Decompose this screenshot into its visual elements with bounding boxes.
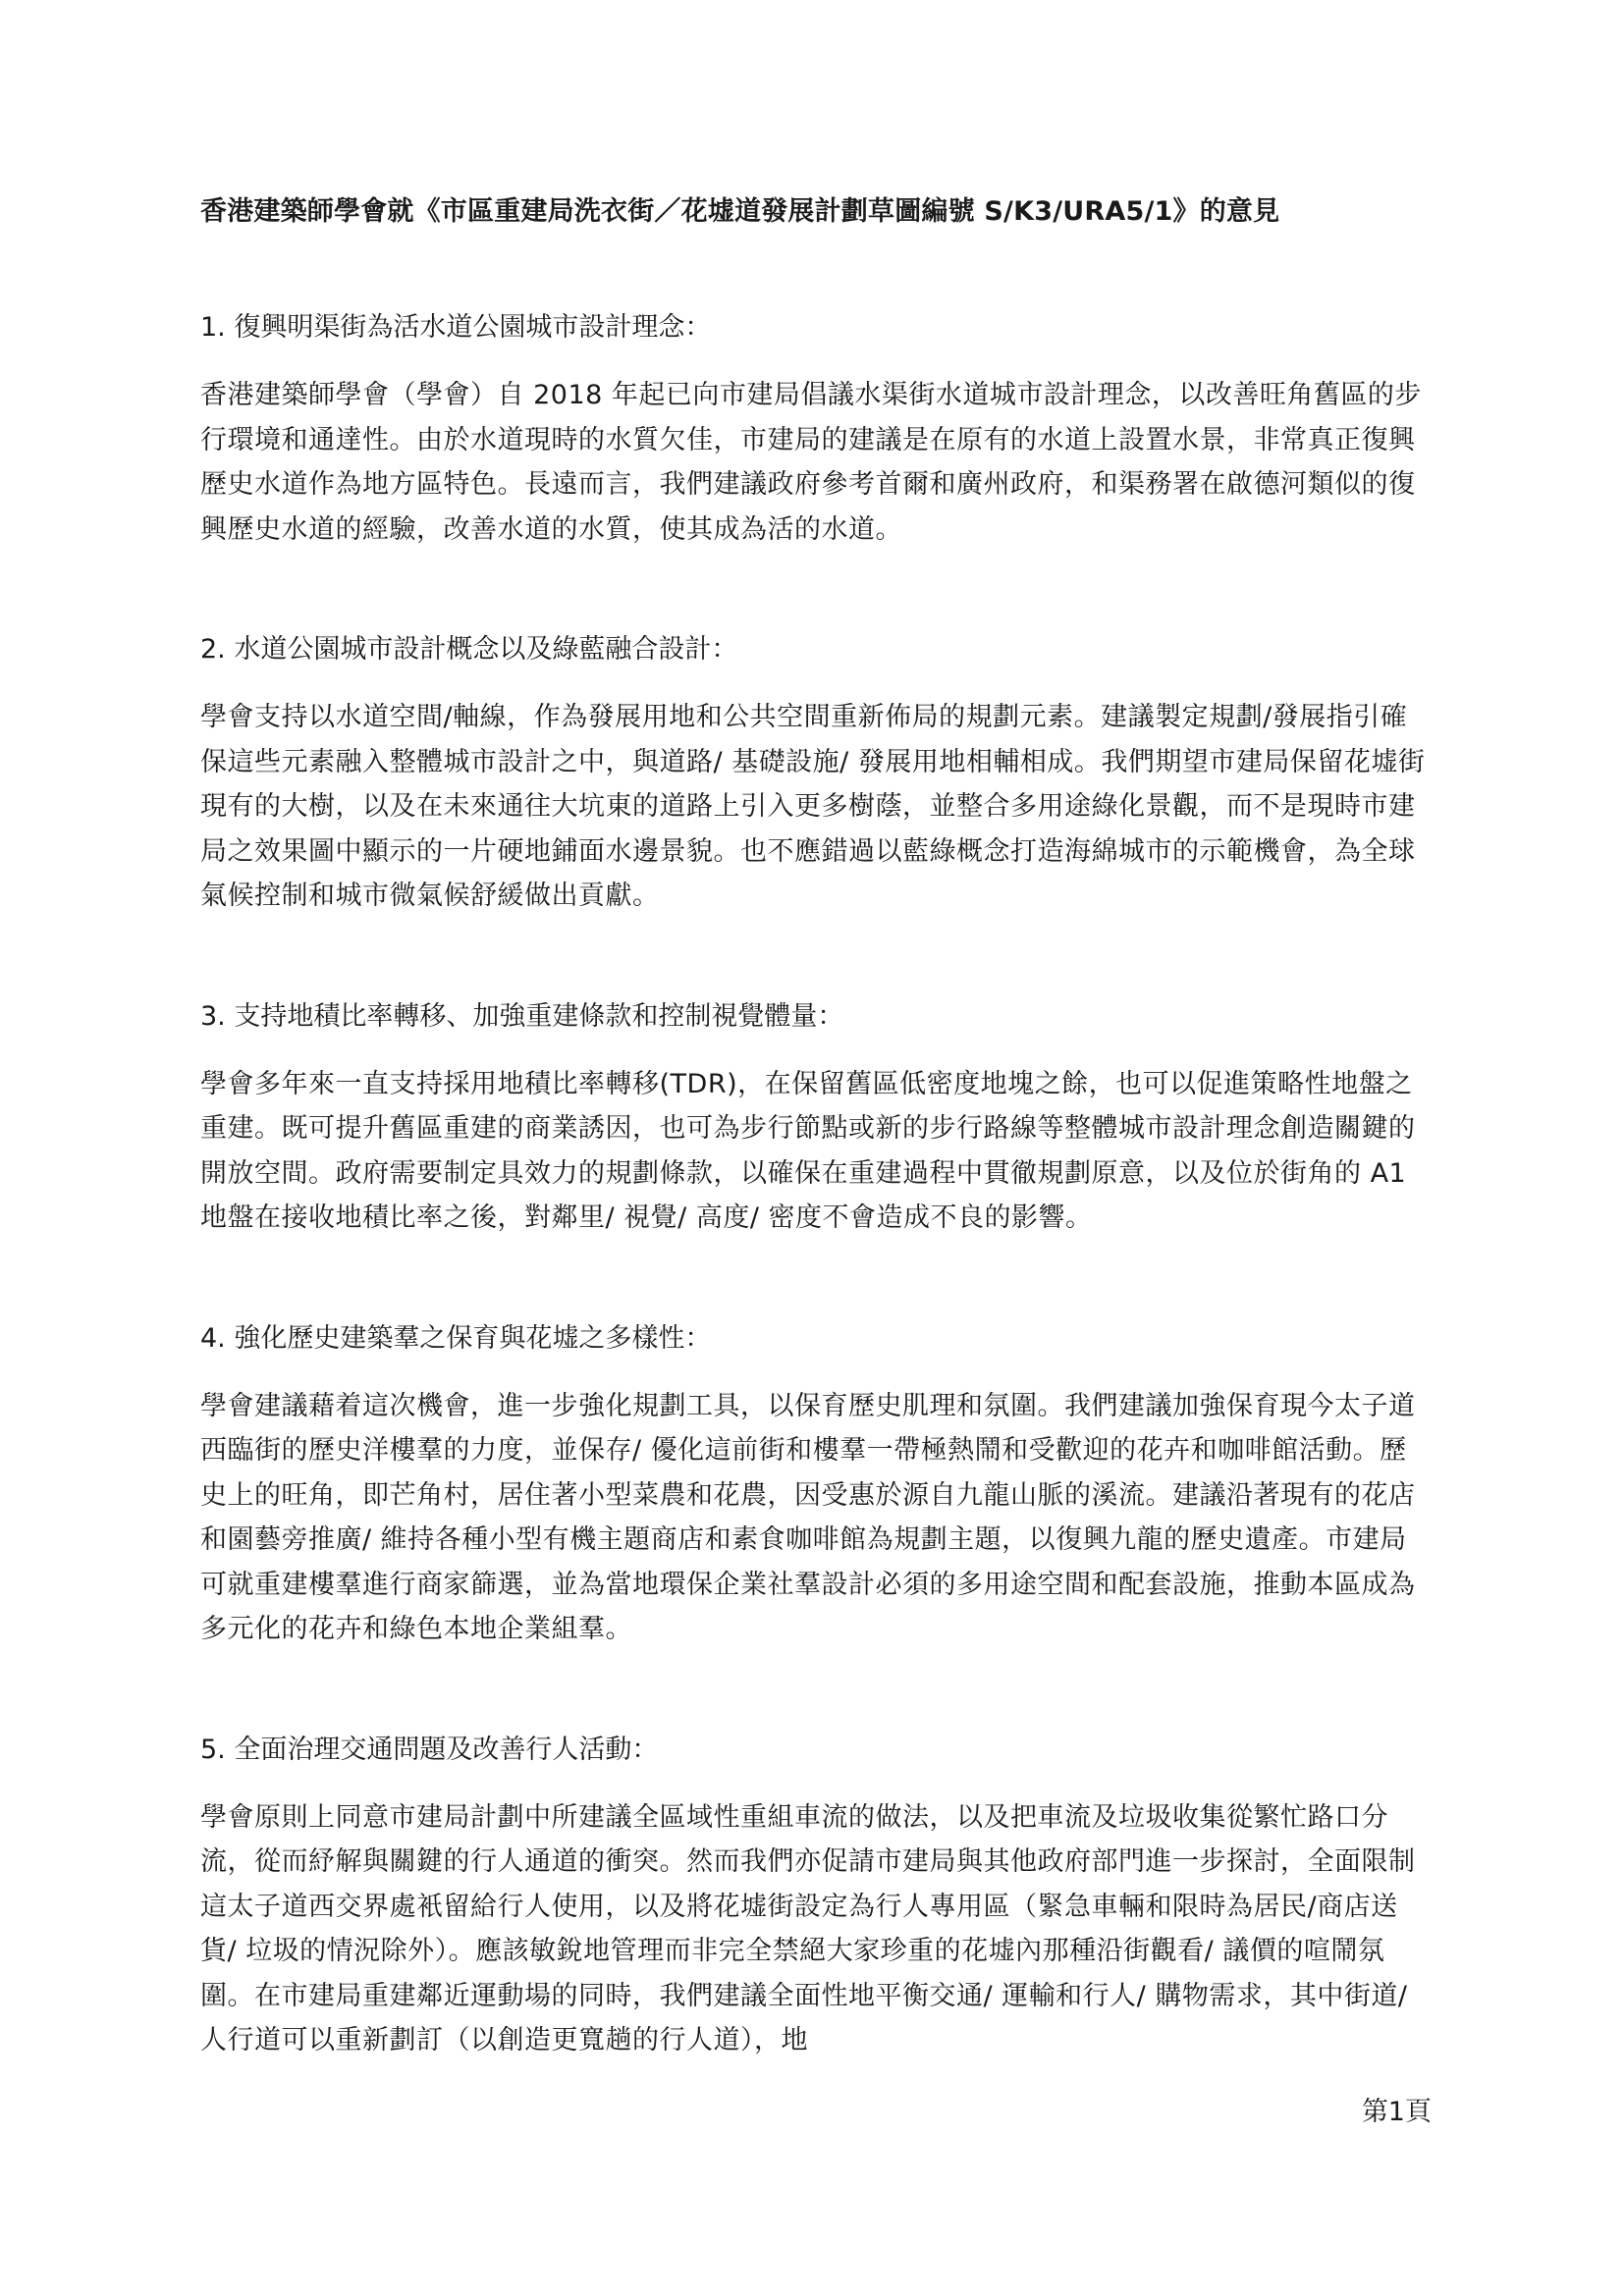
section-5 xyxy=(200,1731,1432,2063)
section-body: 學會建議藉着這次機會，進一步強化規劃工具，以保育歷史肌理和氛圍。我們建議加強保育現今太子道西臨街的歷史洋樓羣的力度，並保存/ 優化這前街和樓羣一帶極熱鬧和受歡迎的花卉和咖啡館活動。歷史上的旺角，即芒角村，居住著小型菜農和花農，因受惠於源自九龍山脈的溪流。建議沿著現有的花店和園藝旁推廣/ 維持各種小型有機主題商店和素食咖啡館為規劃主題，以復興九龍的歷史遺產。市建局可就重建樓羣進行商家篩選，並為當地環保企業社羣設計必須的多用途空間和配套設施，推動本區成為多元化的花卉和綠色本地企業組羣。 xyxy=(200,1390,1416,1644)
section-heading: 3. 支持地積比率轉移、加強重建條款和控制視覺體量： xyxy=(200,1000,844,1032)
section-heading: 4. 強化歷史建築羣之保育與花墟之多樣性： xyxy=(200,1322,712,1354)
document-page xyxy=(200,192,1432,2063)
section-body: 學會多年來一直支持採用地積比率轉移(TDR)，在保留舊區低密度地塊之餘，也可以促進策略性地盤之重建。既可提升舊區重建的商業誘因，也可為步行節點或新的步行路線等整體城市設計理念創造關鍵的開放空間。政府需要制定具效力的規劃條款，以確保在重建過程中貫徹規劃原意，以及位於街角的 A1 地盤在接收地積比率之後，對鄰里/ 視覺/ 高度/ 密度不會造成不良的影響。 xyxy=(200,1068,1416,1233)
page-number: 第1頁 xyxy=(1361,2097,1432,2127)
section-3 xyxy=(200,997,1432,1241)
section-heading: 1. 復興明渠街為活水道公園城市設計理念： xyxy=(200,312,712,343)
section-body: 學會原則上同意市建局計劃中所建議全區域性重組車流的做法，以及把車流及垃圾收集從繁忙路口分流，從而紓解與關鍵的行人通道的衝突。然而我們亦促請市建局與其他政府部門進一步探討，全面限制這太子道西交界處衹留給行人使用，以及將花墟街設定為行人專用區（緊急車輛和限時為居民/商店送貨/ 垃圾的情況除外）。應該敏銳地管理而非完全禁絕大家珍重的花墟內那種沿街觀看/ 議價的喧鬧氛圍。在市建局重建鄰近運動場的同時，我們建議全面性地平衡交通/ 運輸和行人/ 購物需求，其中街道/ 人行道可以重新劃訂（以創造更寬趟的行人道），地 xyxy=(200,1801,1416,2056)
section-heading: 5. 全面治理交通問題及改善行人活動： xyxy=(200,1734,659,1765)
section-1 xyxy=(200,308,1432,552)
section-4 xyxy=(200,1319,1432,1652)
section-2 xyxy=(200,630,1432,919)
section-body: 學會支持以水道空間/軸線，作為發展用地和公共空間重新佈局的規劃元素。建議製定規劃/發展指引確保這些元素融入整體城市設計之中，與道路/ 基礎設施/ 發展用地相輔相成。我們期望市建局保留花墟街現有的大樹，以及在未來通往大坑東的道路上引入更多樹蔭，並整合多用途綠化景觀，而不是現時市建局之效果圖中顯示的一片硬地鋪面水邊景貌。也不應錯過以藍綠概念打造海綿城市的示範機會，為全球氣候控制和城市微氣候舒緩做出貢獻。 xyxy=(200,702,1426,911)
section-body: 香港建築師學會（學會）自 2018 年起已向市建局倡議水渠街水道城市設計理念，以改善旺角舊區的步行環境和通達性。由於水道現時的水質欠佳，市建局的建議是在原有的水道上設置水景，非常真正復興歷史水道作為地方區特色。長遠而言，我們建議政府參考首爾和廣州政府，和渠務署在啟德河類似的復興歷史水道的經驗，改善水道的水質，使其成為活的水道。 xyxy=(200,380,1422,545)
section-heading: 2. 水道公園城市設計概念以及綠藍融合設計： xyxy=(200,634,738,665)
document-title: 香港建築師學會就《市區重建局洗衣街／花墟道發展計劃草圖編號 S/K3/URA5/1》的意見 xyxy=(200,196,1280,227)
